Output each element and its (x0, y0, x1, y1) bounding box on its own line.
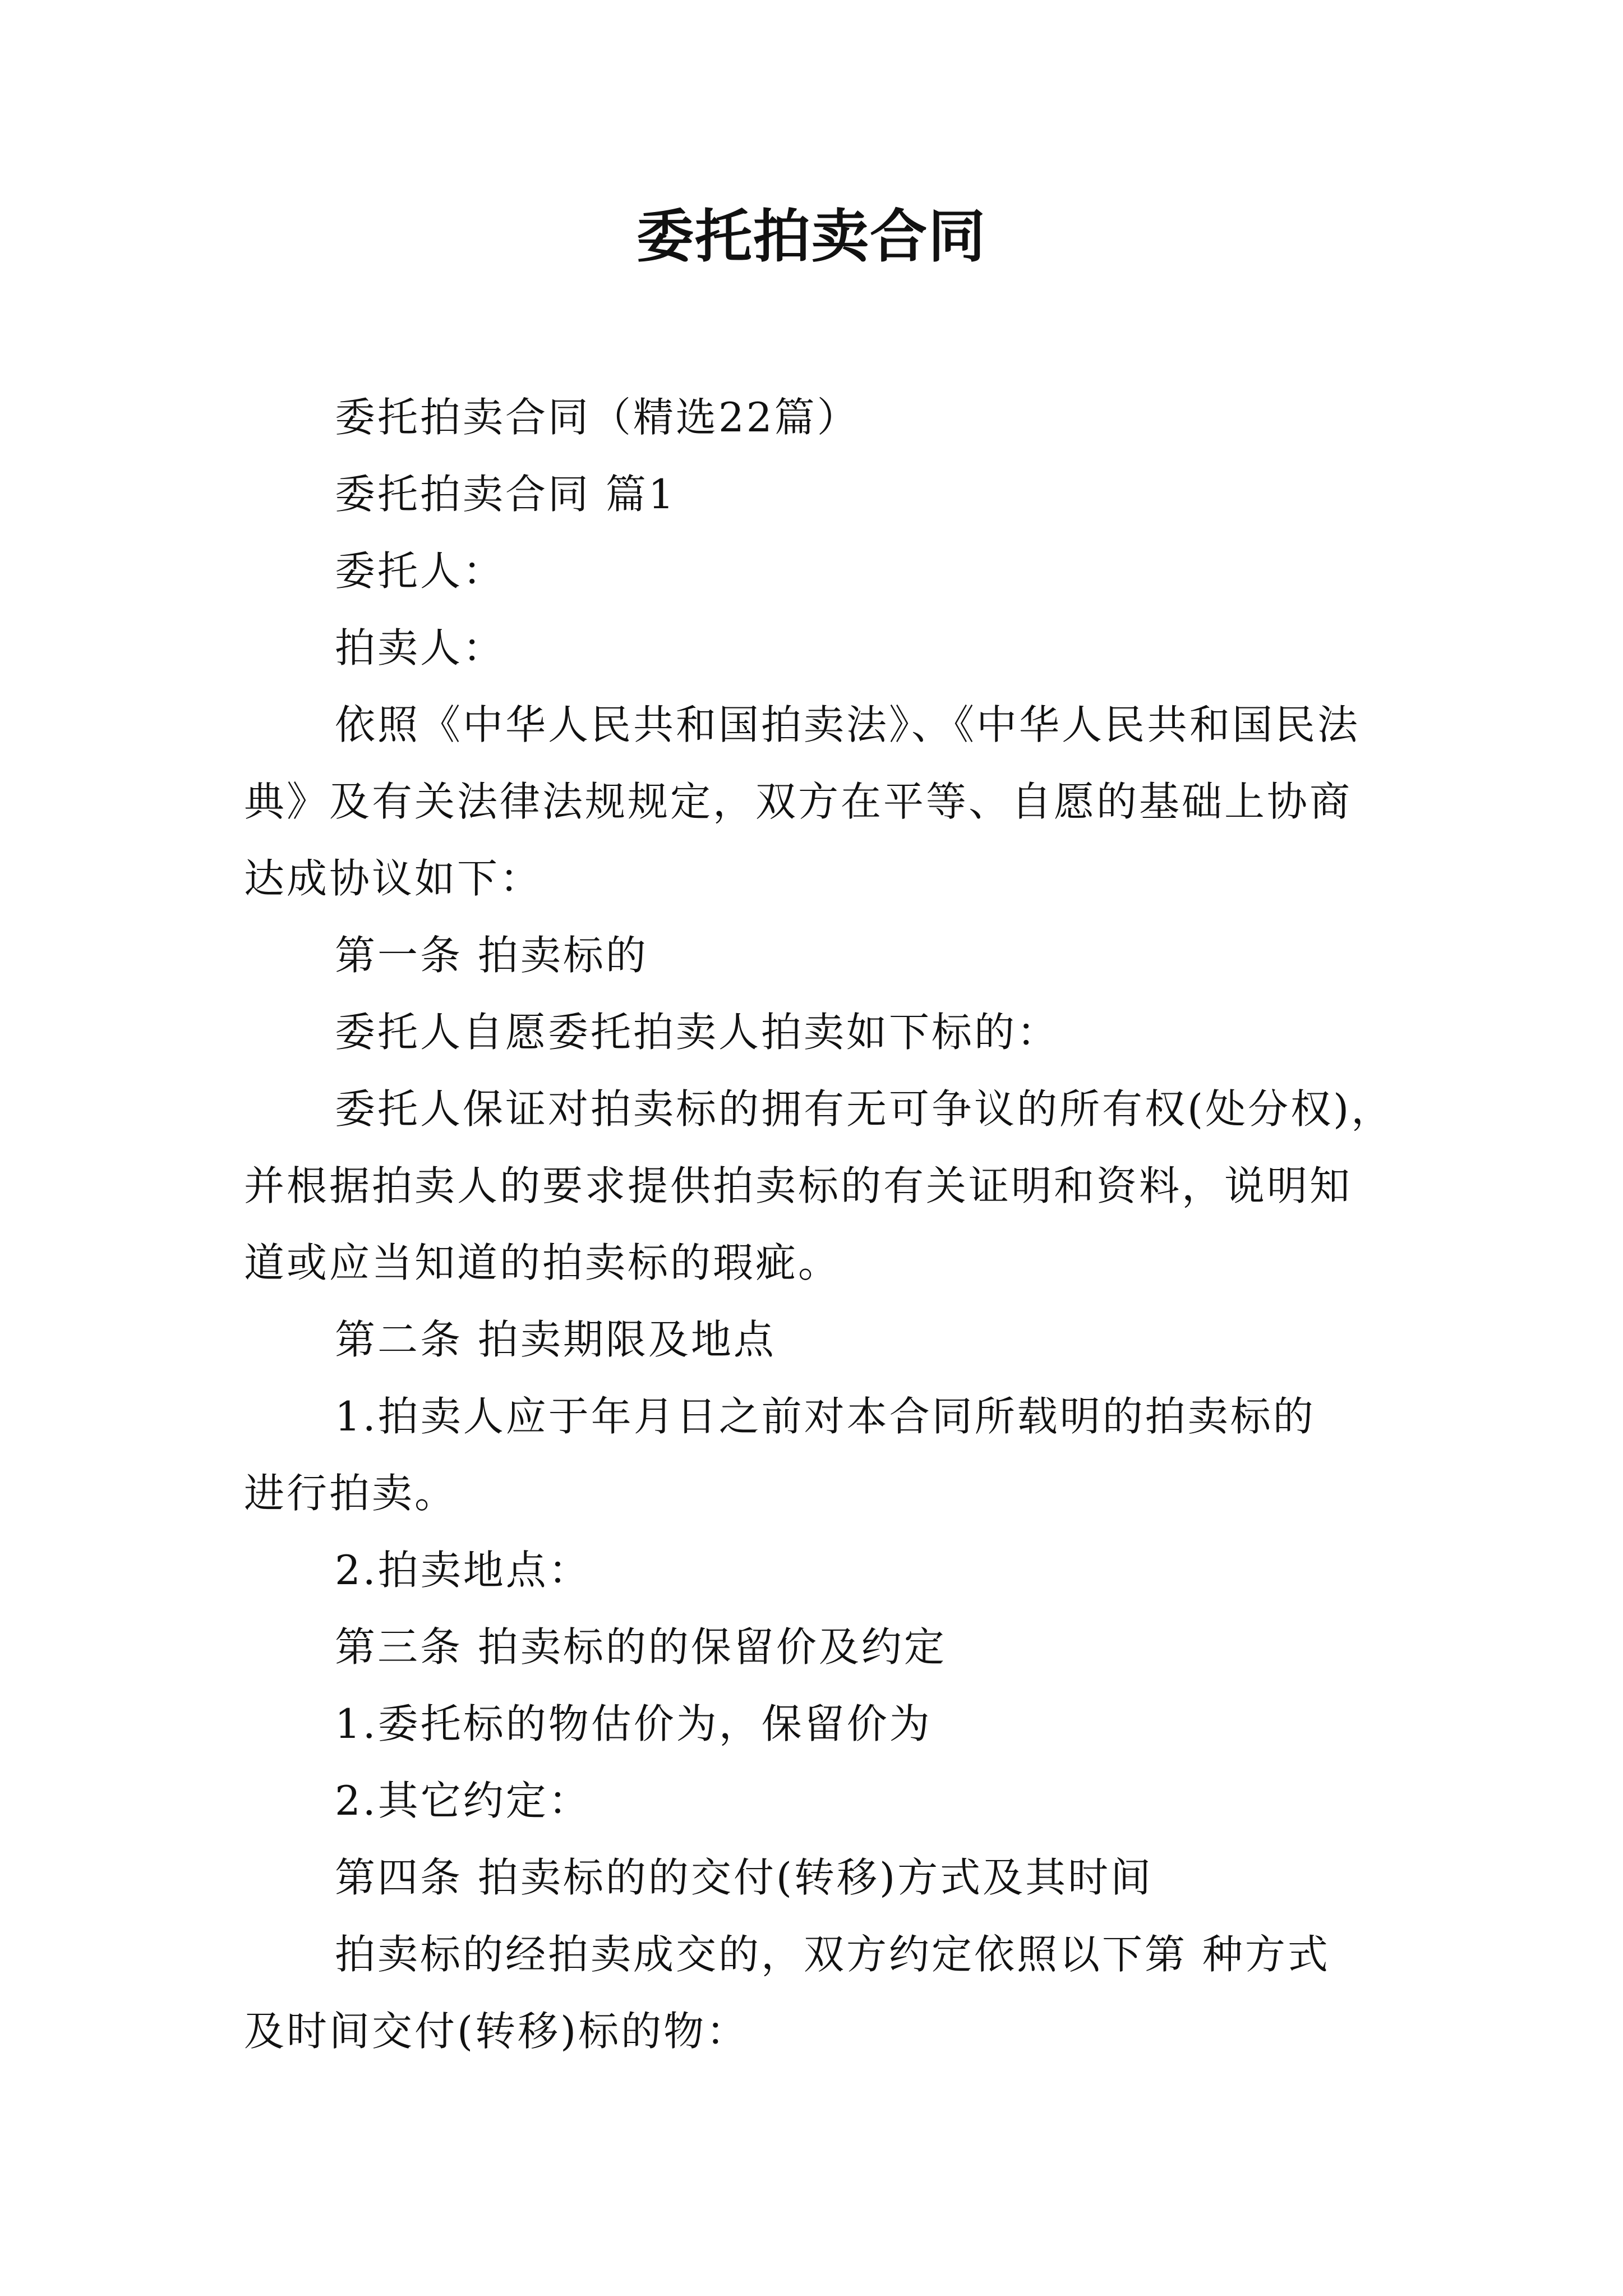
paragraph-principal (244, 533, 1399, 610)
paragraph-line: 依照《中华人民共和国拍卖法》、《中华人民共和国民法 (335, 701, 1361, 748)
paragraph-preamble (244, 687, 1399, 917)
document-title: 委托拍卖合同 (637, 203, 986, 270)
paragraph-line: 委托拍卖合同（精选22篇） (335, 394, 860, 441)
paragraph-part-heading (244, 456, 1399, 533)
article-2-heading (244, 1301, 1399, 1378)
paragraph-line: 典》及有关法律法规规定，双方在平等、自愿的基础上协商 (244, 778, 1353, 825)
paragraph-line: 第一条 拍卖标的 (335, 932, 648, 979)
article-4-heading (244, 1839, 1399, 1916)
article-3-heading (244, 1609, 1399, 1686)
paragraph-line: 委托人： (335, 547, 506, 595)
paragraph-article-4-text (244, 1916, 1399, 2070)
paragraph-line: 委托拍卖合同 篇1 (335, 471, 676, 518)
paragraph-line: 进行拍卖。 (244, 1470, 458, 1517)
paragraph-line: 第二条 拍卖期限及地点 (335, 1316, 776, 1363)
paragraph-article-3-item-2 (244, 1763, 1399, 1839)
paragraph-line: 第四条 拍卖标的的交付(转移)方式及其时间 (335, 1854, 1154, 1901)
paragraph-line: 道或应当知道的拍卖标的瑕疵。 (244, 1239, 841, 1286)
paragraph-article-3-item-1 (244, 1686, 1399, 1763)
paragraph-ownership-guarantee (244, 1071, 1399, 1301)
paragraph-line: 及时间交付(转移)标的物： (244, 2008, 749, 2055)
paragraph-article-1-text (244, 994, 1399, 1071)
paragraph-line: 拍卖人： (335, 624, 506, 671)
paragraph-line: 达成协议如下： (244, 855, 543, 902)
paragraph-line: 2.其它约定： (335, 1777, 591, 1824)
paragraph-line: 第三条 拍卖标的的保留价及约定 (335, 1623, 947, 1671)
paragraph-line: 1.拍卖人应于年月日之前对本合同所载明的拍卖标的 (335, 1393, 1316, 1440)
paragraph-line: 并根据拍卖人的要求提供拍卖标的有关证明和资料，说明知 (244, 1162, 1353, 1209)
paragraph-line: 委托人保证对拍卖标的拥有无可争议的所有权(处分权)， (335, 1085, 1394, 1133)
paragraph-line: 委托人自愿委托拍卖人拍卖如下标的： (335, 1009, 1060, 1056)
document-body (244, 379, 1399, 2070)
article-1-heading (244, 917, 1399, 994)
paragraph-article-2-item-1 (244, 1378, 1399, 1532)
paragraph-subtitle (244, 379, 1399, 456)
paragraph-line: 2.拍卖地点： (335, 1547, 591, 1594)
paragraph-line: 拍卖标的经拍卖成交的，双方约定依照以下第 种方式 (335, 1931, 1330, 1978)
paragraph-auctioneer (244, 610, 1399, 687)
paragraph-line: 1.委托标的物估价为，保留价为 (335, 1700, 932, 1747)
paragraph-article-2-item-2 (244, 1532, 1399, 1609)
